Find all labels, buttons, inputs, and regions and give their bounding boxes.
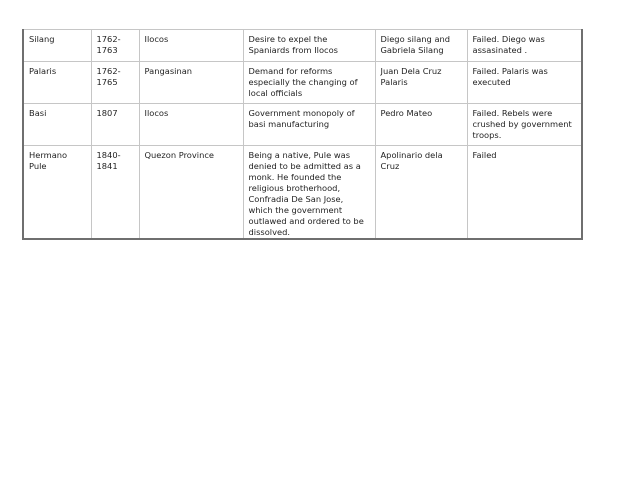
table-cell-result: Failed. Rebels were crushed by government troops. — [467, 104, 582, 146]
table-cell-years: 1762- 1763 — [91, 30, 139, 62]
table-cell-revolt-name: Hermano Pule — [23, 146, 91, 240]
table-cell-years: 1807 — [91, 104, 139, 146]
table-cell-leaders: Diego silang and Gabriela Silang — [375, 30, 467, 62]
table-row — [23, 62, 582, 104]
table-cell-result: Failed. Palaris was executed — [467, 62, 582, 104]
table-row — [23, 104, 582, 146]
table-cell-years: 1762- 1765 — [91, 62, 139, 104]
table-cell-place: Pangasinan — [139, 62, 243, 104]
table-cell-cause: Demand for reforms especially the changing of local officials — [243, 62, 375, 104]
table-row — [23, 146, 582, 240]
revolts-table — [22, 29, 583, 240]
table-cell-years: 1840- 1841 — [91, 146, 139, 240]
table-cell-leaders: Pedro Mateo — [375, 104, 467, 146]
table-cell-place: Ilocos — [139, 104, 243, 146]
table-cell-result: Failed. Diego was assasinated . — [467, 30, 582, 62]
table-cell-cause: Desire to expel the Spaniards from Ilocos — [243, 30, 375, 62]
table-row — [23, 30, 582, 62]
table-cell-revolt-name: Silang — [23, 30, 91, 62]
table-cell-cause: Being a native, Pule was denied to be admitted as a monk. He founded the religious brotherhood, Confradia De San Jose, which the government outlawed and ordered to be dissolved. — [243, 146, 375, 240]
table-cell-revolt-name: Basi — [23, 104, 91, 146]
table-cell-place: Ilocos — [139, 30, 243, 62]
table-cell-revolt-name: Palaris — [23, 62, 91, 104]
table-cell-result: Failed — [467, 146, 582, 240]
table-cell-leaders: Apolinario dela Cruz — [375, 146, 467, 240]
table-cell-place: Quezon Province — [139, 146, 243, 240]
table-cell-cause: Government monopoly of basi manufacturing — [243, 104, 375, 146]
table-cell-leaders: Juan Dela Cruz Palaris — [375, 62, 467, 104]
